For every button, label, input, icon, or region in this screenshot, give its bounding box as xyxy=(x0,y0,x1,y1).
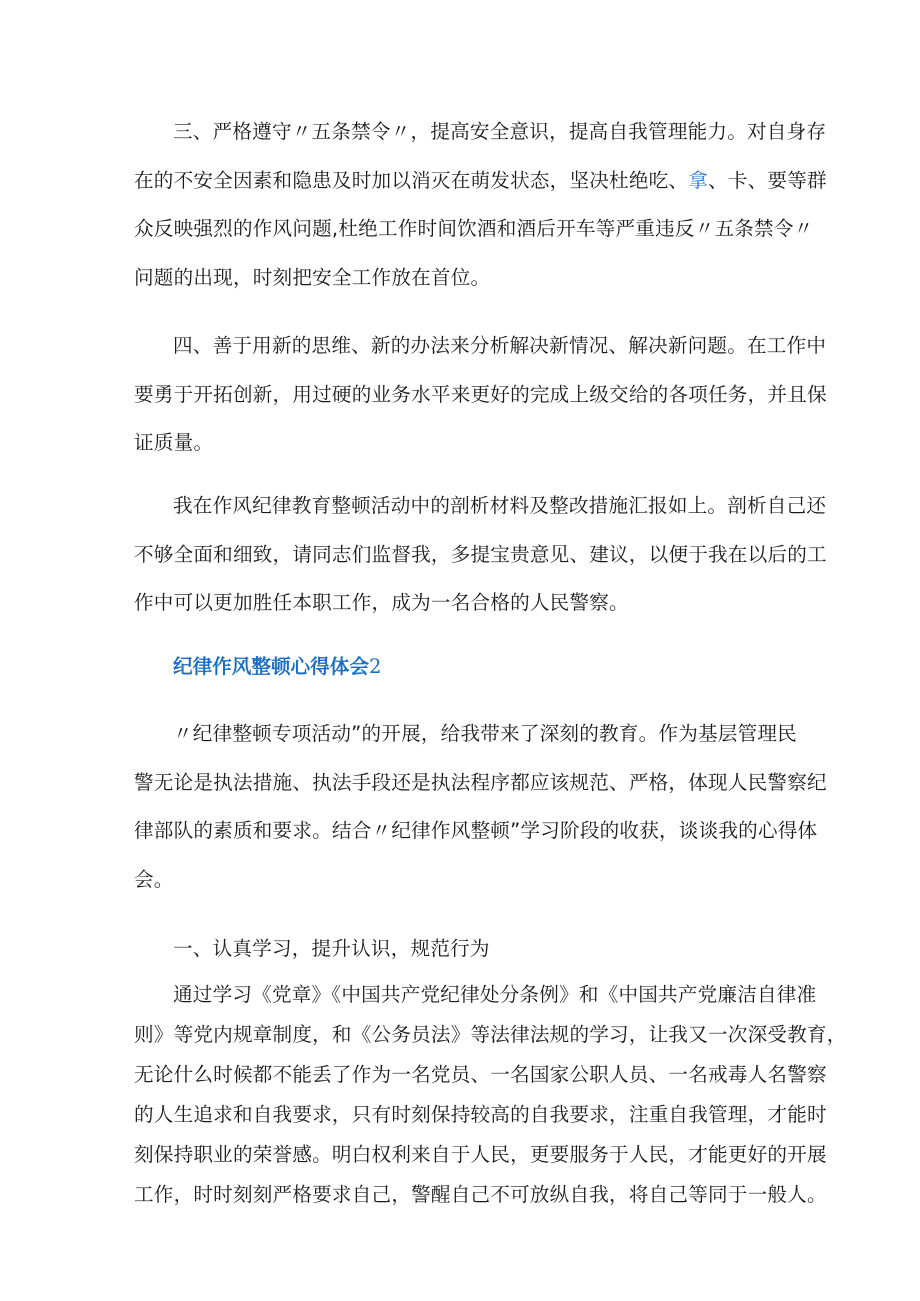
text-line: 作中可以更加胜任本职工作，成为一名合格的人民警察。 xyxy=(134,591,629,614)
highlighted-word: 拿 xyxy=(688,168,709,192)
section-1-title: 一、认真学习，提升认识，规范行为 xyxy=(173,937,490,960)
text-line: 通过学习《党章》《中国共产党纪律处分条例》和《中国共产党廉洁自律准 xyxy=(173,983,817,1006)
text-line: 警无论是执法措施、执法手段还是执法程序都应该规范、严格，体现人民警察纪 xyxy=(134,770,827,794)
text-line: 〃纪律整顿专项活动”的开展，给我带来了深刻的教育。作为基层管理民 xyxy=(173,722,797,745)
section-heading: 纪律作风整顿心得体会2 xyxy=(173,655,382,678)
paragraph-intro xyxy=(134,710,827,904)
paragraph-study xyxy=(134,975,847,1215)
text-line: 在的不安全因素和隐患及时加以消灭在萌发状态，坚决杜绝吃、拿、卡、要等群 xyxy=(134,168,827,192)
text-line: 四、善于用新的思维、新的办法来分析解决新情况、解决新问题。在工作中 xyxy=(173,334,827,357)
text-line: 三、严格遵守〃五条禁令〃，提高安全意识，提高自我管理能力。对自身存 xyxy=(173,120,827,143)
text-line: 众反映强烈的作风问题,杜绝工作时间饮酒和酒后开车等严重违反〃五条禁令〃 xyxy=(134,217,814,240)
text-line: 我在作风纪律教育整顿活动中的剖析材料及整改措施汇报如上。剖析自己还 xyxy=(173,494,827,517)
text-line: 证质量。 xyxy=(134,431,214,454)
text-line: 律部队的素质和要求。结合〃纪律作风整顿”学习阶段的收获，谈谈我的心得体 xyxy=(134,819,818,842)
text-line: 无论什么时候都不能丢了作为一名党员、一名国家公职人员、一名戒毒人名警察 xyxy=(134,1063,827,1086)
text-line: 不够全面和细致，请同志们监督我，多提宝贵意见、建议，以便于我在以后的工 xyxy=(134,542,827,566)
text-line: 会。 xyxy=(134,867,174,891)
paragraph-five-prohibitions xyxy=(134,108,827,302)
text-line: 的人生追求和自我要求，只有时刻保持较高的自我要求，注重自我管理，才能时 xyxy=(134,1103,827,1126)
paragraph-summary xyxy=(134,482,827,628)
text-line: 工作，时时刻刻严格要求自己，警醒自己不可放纵自我，将自己等同于一般人。 xyxy=(134,1183,827,1206)
text-line: 要勇于开拓创新，用过硬的业务水平来更好的完成上级交给的各项任务，并且保 xyxy=(134,382,827,406)
text-line: 则》等党内规章制度，和《公务员法》等法律法规的学习，让我又一次深受教育， xyxy=(134,1023,847,1046)
text-line: 刻保持职业的荣誉感。明白权利来自于人民，更要服务于人民，才能更好的开展 xyxy=(134,1143,827,1166)
paragraph-innovation xyxy=(134,322,827,468)
text-line: 问题的出现，时刻把安全工作放在首位。 xyxy=(134,265,491,289)
